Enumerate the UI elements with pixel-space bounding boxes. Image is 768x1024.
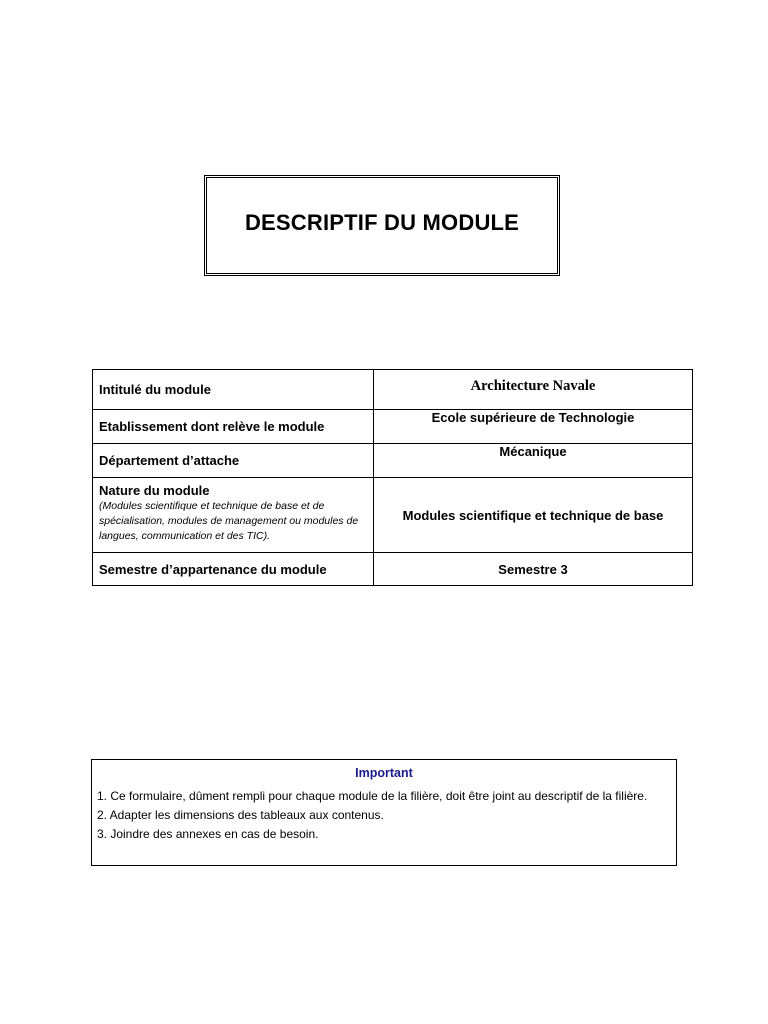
nature-note: (Modules scientifique et technique de base et de spécialisation, modules de management ou modules de langues, communication et des TIC). [99,499,359,542]
important-item-3: 3. Joindre des annexes en cas de besoin. [97,827,319,841]
value-departement: Mécanique [374,444,693,478]
label-departement: Département d’attache [93,444,374,478]
table-row [93,553,693,586]
label-intitule: Intitulé du module [93,370,374,410]
value-intitule: Architecture Navale [374,370,693,410]
table-row [93,478,693,553]
important-title: Important [355,766,413,780]
page-title: DESCRIPTIF DU MODULE [244,209,520,235]
title-box [204,175,560,276]
label-nature-cell [93,478,374,553]
label-etablissement: Etablissement dont relève le module [93,410,374,444]
value-nature: Modules scientifique et technique de base [374,478,693,553]
important-item-1: 1. Ce formulaire, dûment rempli pour chaque module de la filière, doit être joint au descriptif de la filière. [97,789,648,803]
label-nature: Nature du module [99,482,210,498]
module-table [92,369,693,586]
value-etablissement: Ecole supérieure de Technologie [374,410,693,444]
label-semestre: Semestre d’appartenance du module [93,553,374,586]
table-row [93,370,693,410]
important-item-2: 2. Adapter les dimensions des tableaux aux contenus. [97,808,384,822]
table-row [93,444,693,478]
table-row [93,410,693,444]
value-semestre: Semestre 3 [374,553,693,586]
important-box [91,759,677,866]
